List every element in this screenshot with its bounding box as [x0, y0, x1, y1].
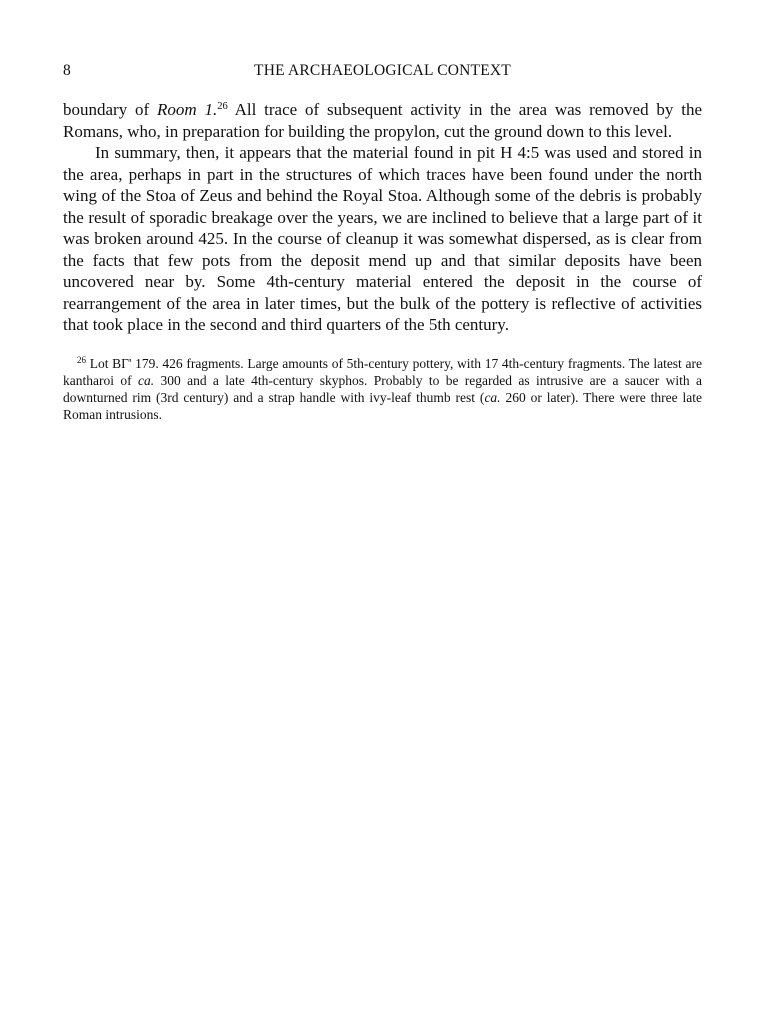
running-header — [63, 62, 702, 84]
room-label: Room 1. — [157, 100, 218, 119]
footnote-number: 26 — [77, 355, 86, 365]
paragraph-2: In summary, then, it appears that the material found in pit H 4:5 was used and stored in the area, perhaps in part in the structures of which traces have been found under the north wing of the Stoa of Zeus and behind the Royal Stoa. Although some of the debris is probably the result of sporadic breakage over the years, we are inclined to believe that a large part of it was broken around 425. In the course of cleanup it was somewhat dispersed, as is clear from the facts that few pots from the deposit mend up and that similar deposits have been uncovered near by. Some 4th-century material entered the deposit in the course of rearrangement of the area in later times, but the bulk of the pottery is reflective of activities that took place in the second and third quarters of the 5th century. — [63, 143, 702, 334]
footnote-text-c: 260 or later). There were three late Roman intrusions. — [63, 390, 702, 422]
footnote-26 — [63, 355, 702, 423]
footnote-text-a: Lot BΓ' 179. 426 fragments. Large amounts of 5th-century pottery, with 17 4th-century fragments. The latest are kantharoi of — [63, 356, 702, 388]
paragraph-1-text-a: boundary of — [63, 100, 157, 119]
circa-abbrev-2: ca. — [484, 390, 501, 405]
paragraph-1-text-b: All trace of subsequent activity in the area was removed by the Romans, who, in preparation for building the propylon, cut the ground down to this level. — [63, 100, 702, 141]
paragraph-1 — [63, 99, 702, 142]
main-text — [63, 99, 702, 336]
circa-abbrev-1: ca. — [137, 373, 155, 388]
footnote-text-b: 300 and a late 4th-century skyphos. Probably to be regarded as intrusive are a saucer with a downturned rim (3rd century) and a strap handle with ivy-leaf thumb rest ( — [63, 373, 702, 405]
footnote-reference[interactable]: 26 — [217, 101, 228, 112]
running-title: THE ARCHAEOLOGICAL CONTEXT — [254, 62, 511, 79]
footnote — [63, 355, 702, 423]
page-number: 8 — [63, 62, 71, 79]
